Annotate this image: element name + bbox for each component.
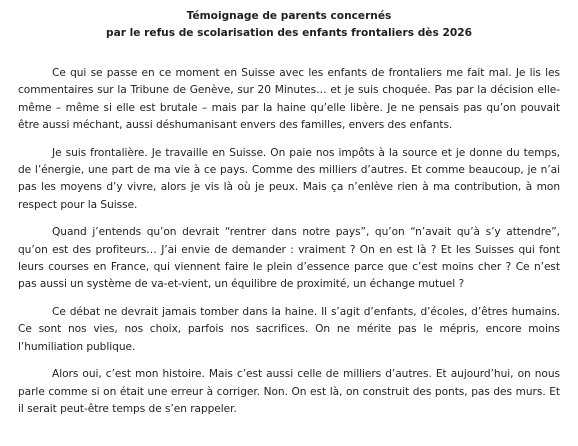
title-line-2: par le refus de scolarisation des enfants frontaliers dès 2026 <box>106 26 472 39</box>
paragraph-4: Ce débat ne devrait jamais tomber dans la haine. Il s’agit d’enfants, d’écoles, d’êtres humains. Ce sont nos vies, nos choix, parfois nos sacrifices. On ne mérite pas le mépris, encore moins l’humiliation publique. <box>18 306 560 353</box>
title-line-1: Témoignage de parents concernés <box>186 10 392 22</box>
paragraph-2: Je suis frontalière. Je travaille en Suisse. On paie nos impôts à la source et je donne du temps, de l’énergie, une part de ma vie à ce pays. Comme des milliers d’autres. Et comme beaucoup, je n’ai pas les moyens d’y vivre, alors je vis là où je peux. Mais ça n’enlève rien à ma contribution, à mon respect pour la Suisse. <box>18 146 560 211</box>
paragraph-5: Alors oui, c’est mon histoire. Mais c’est aussi celle de milliers d’autres. Et aujourd’hui, on nous parle comme si on était une erreur à corriger. Non. On est là, on construit des ponts, pas des murs. Et il serait peut-être temps de s’en rappeler. <box>18 368 560 416</box>
paragraph-1: Ce qui se passe en ce moment en Suisse avec les enfants de frontaliers me fait mal. Je lis les commentaires sur la Tribune de Genève, sur 20 Minutes… et je suis choquée. Pas par la décision elle-même – même si elle est brutale – mais par la haine qu’elle libère. Je ne pensais pas qu’on pouvait être aussi méchant, aussi déshumanisant envers des familles, envers des enfants. <box>18 67 560 131</box>
document-title <box>18 8 560 41</box>
document-body <box>18 65 560 418</box>
paragraph-3: Quand j’entends qu’on devrait “rentrer dans notre pays”, qu’on “n’avait qu’à s’y attendre”, qu’on est des profiteurs… J’ai envie de demander : vraiment ? On en est là ? Et les Suisses qui font leurs courses en France, qui viennent faire le plein d’essence parce que c’est moins cher ? Ce n’est pas aussi un système de va-et-vient, un équilibre de proximité, un échange mutuel ? <box>18 226 560 291</box>
